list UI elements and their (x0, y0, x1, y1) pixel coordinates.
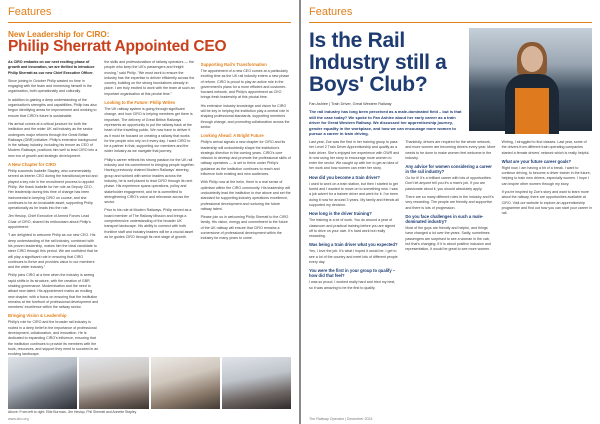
paragraph: I was so proud. I worked really hard and tried my best, so it was amazing to be the first to qualify. (309, 280, 396, 290)
page-folio: www.ciro.org (8, 417, 29, 421)
paragraph: Philip joins CIRO at a time when the industry is seeing rapid shifts in its structure, with the creation of GBR shaking governance. Modernisation and the need to attract new talent. His appointment marks an exciting new chapter, with a focus on ensuring that the institution remains at the forefront of professional development and members' excellence within the railway sector. (8, 273, 99, 310)
paragraph: Go for it! It's a brilliant career with lots of opportunities. Don't let anyone tell you it's a man's job. If you are passionate about it, you should absolutely apply. (405, 176, 492, 191)
section-rule (309, 22, 592, 23)
subheading: A New Chapter for CIRO (8, 162, 57, 168)
section-label: Features (8, 6, 52, 18)
portrait-photo (469, 28, 592, 131)
article-byline: Fan Ashlee | Train Driver, Great Western Railway (309, 102, 392, 106)
paragraph: Philip's arrival signals a new chapter for CIRO and its leadership will undoubtedly shape the institution's strategic direction in the coming years. CIRO's core mission to develop and promote the professional skills of railway operators — is set to thrive under Philip's guidance as the institution continues to reach and influence both existing and new audiences. (200, 140, 291, 177)
paragraph: The training is a lot of work. You do around a year of classroom and practical training before you are signed off to drive on your own. It's hard work but really rewarding. (309, 218, 396, 239)
paragraph: There are so many different roles in the industry and it's very rewarding. The people are friendly and supportive and there is lots of progression. (405, 195, 494, 210)
paragraph: Most of the guys are friendly and helpful, and things have changed a lot over the years. Sadly, sometimes passengers are surprised to see a woman in the cab, but that's changing. If it is about positive inclusion and representation, it would be great to see more women. (405, 225, 491, 252)
text-column (405, 140, 495, 412)
paragraph: Philip's role for CIRO and the broader rail industry is rooted in a deep belief in the importance of professional development, collaboration, and innovation. He is dedicated to expanding CIRO's influence, ensuring that the institution continues to provide its members with the tools, resources, and support they need to succeed in an evolving landscape. (8, 320, 99, 357)
subheading: How did you become a train driver? (309, 174, 380, 180)
subheading: Supporting Rail's Transformation (200, 62, 267, 67)
photo-caption: Above: From left to right: Ellie Burrows, Jim Heslop, Phil Sherratt and Annette Stapley (8, 410, 137, 414)
paragraph: Last year, Zoe was the first in her training group to pass her Level 2 Train Driver Apprenticeship and qualify as a train driver. She's enjoyed her experience with GWR and is now using her story to encourage more women to enter the sector. We caught up with her to get an idea of her work and how women can enter her story. (309, 140, 400, 171)
subheading: Was being a train driver what you expected? (309, 242, 398, 248)
paragraph: Philip succeeds Isabelle Stapley, who commendably served as interim CEO during the transitional period and played a key role in the recruitment process to appoint Philip. We thank Isabelle for her role as Deputy CEO. Her leadership during this time of change has been instrumental in keeping CIRO on course, and she continues to be an invaluable asset, supporting Philip operationally as he leads into the role. (8, 169, 98, 211)
photo-ellie-burrows (8, 357, 77, 409)
subheading: How long is the driver training? (309, 211, 372, 217)
photo-annette-stapley (222, 357, 291, 409)
subheading: Looking Ahead: A Bright Future (200, 133, 264, 139)
section-rule (8, 22, 291, 23)
subheading: Do you face challenges in such a male-dominated industry? (405, 213, 484, 224)
paragraph: The UK railway system is going through significant change, and how CIRO is helping members get there is important. The delivery of Great British Railways represents an opportunity to put the railway back at the heart of the travelling public. We now have to deliver it as it must be focused on creating a railway that works for the people who rely on it every day. I want CIRO to be a partner in that, supporting our members and the wider industry as we navigate that journey. (104, 107, 193, 154)
paragraph: His extensive industry knowledge and vision for CIRO will be key in helping the institution play a central role in shaping professional standards, supporting members through change, and promoting collaboration across the sector. (200, 103, 290, 129)
text-column (502, 140, 592, 412)
text-column (8, 60, 98, 356)
paragraph: Please join us in welcoming Philip Sherratt to the CIRO family. His vision, energy and commitment to the future of the UK railway will ensure that CIRO remains a cornerstone of professional development within the industry for many years to come. (200, 215, 289, 241)
article-kicker: New Leadership for CIRO: (8, 30, 110, 39)
photo-strip (8, 357, 291, 409)
subheading: Looking to the Future: Philip Writes (104, 100, 176, 106)
photo-phil-sherratt (151, 357, 220, 409)
subheading: You were the first in your group to qualify – how did that feel? (309, 268, 396, 279)
paragraph: I used to work on a train station, but then I started to get bored and I wanted to move on to something new. I saw a job advert for a trainee driver and went for it. I've been doing it now for around 3 years. My family and friends all supported my decision. (309, 181, 399, 207)
paragraph: Philip's career reflects his strong passion for the UK rail industry and his commitment to bringing people together. Having previously chaired Modern Railways' steering group and worked with senior leaders across the industry, he is well placed to lead CIRO through its next phase. His experience spans operations, policy and stakeholder engagement, and he is committed to strengthening CIRO's voice and relevance across the sector. (104, 157, 195, 205)
text-column (309, 140, 399, 412)
page-folio: The Railway Operator | December 2024 (309, 417, 373, 421)
article-headline: Philip Sherratt Appointed CEO (8, 38, 227, 55)
subheading: What are your future career goals? (501, 158, 572, 164)
paragraph: Yes, I love the job. It's what I hoped it would be. I get to see a lot of the country and meet lots of different people every day. (309, 249, 398, 265)
section-label: Features (309, 6, 353, 18)
paragraph: If you're inspired by Zoe's story and want to learn more about the railway, there are opportunities available at CIRO. Visit our website to explore an apprenticeship programme and find out how you can start your career in rail. (501, 190, 592, 216)
photo-jim-heslop (79, 357, 148, 409)
paragraph: As CIRO embarks on our next exciting phase of growth and innovation, we are thrilled to introduce Philip Sherratt as our new Chief Executive Officer. (8, 60, 95, 75)
paragraph: Prior to his role at Modern Railways, Philip served as a board member of The Railway Mission and brings a comprehensive understanding of the broader UK transport landscape. His ability to connect with both frontline staff and industry leaders will be a crucial asset as he guides CIRO through its next stage of growth. (104, 208, 194, 239)
text-column (201, 60, 291, 356)
article-intro: The rail industry has long been perceived as a male-dominated field – but is that still the case today? We spoke to Fan Ashlee about her early career as a train driver for Great Western Railway. We discussed her apprenticeship journey, gender equality in the workplace, and how we can encourage more women to pursue a career in train driving. (309, 109, 462, 136)
right-page (301, 0, 600, 424)
paragraph: In addition to gaining a deep understanding of the organisation's strengths and capabilities, Philip has also begun identifying areas for improvement and working to ensure that CIRO's future is sustainable. (8, 97, 97, 118)
paragraph: His arrival comes at a critical juncture for both the institution and the wider UK rail industry as the sector undergoes major reforms through the Great British Railways (GBR) initiative. Philip's extensive background in the railway industry, including his tenure as CEO of Modern Railways, positions him well to lead CIRO into a new era of growth and strategic development. (8, 121, 98, 158)
text-column (104, 60, 194, 356)
paragraph: Writing, I struggled to find classes. Last year, some of the drivers from different train operating companies started a female drivers' network which is really helpful. (501, 140, 590, 155)
paragraph: the skills and professionalism of railway operators — the people who keep the UK's passengers and freight moving," said Philip. "We must work to ensure the industry has the expertise to deliver efficiently across the country, building on the strong foundations already in place. I am truly excited to work with the team at such an important organisation at this pivotal time." (104, 60, 195, 96)
subheading: Any advice for women considering a career in the rail industry? (405, 164, 492, 175)
left-page (0, 0, 299, 424)
paragraph: Since joining in October Philip wasted no time in engaging with the team and immersing himself in the organisation, both operationally and culturally. (8, 78, 92, 94)
paragraph: The appointment of a new CEO comes at a particularly exciting time as the UK rail industry enters a new phase of reform. CIRO is proud to play an active role in the government's plans for a more efficient and customer-focused network, and Philip's appointment as CEO brings fresh leadership at this pivotal time. (200, 69, 290, 100)
article-body (8, 60, 291, 356)
paragraph: Right now, I am having a bit of a break. I want to continue driving, to become a driver trainer in the future, helping to train new drivers, especially women. I hope I can inspire other women through my story. (501, 165, 591, 186)
article-body (309, 140, 592, 412)
paragraph: With Philip now at the helm, there is a real sense of optimism within the CIRO community. His leadership will undoubtedly lead the institution to rise above and set the standard for supporting industry operations excellence, professional development and nurturing the future railway talent. (200, 180, 291, 211)
paragraph: Jim Heslop, Chief Executive of Armed Forces Lead Chair of CIRO, shared his enthusiasm about Philip's appointment: (8, 214, 91, 230)
paragraph: Thankfully, drivers are required for the whole network, and more women are becoming drivers every year. More needs to be done to make women feel welcome in the industry. (405, 140, 496, 160)
subheading: Bringing Vision & Leadership (8, 313, 67, 319)
article-title: Is the Rail Industry still a Boys' Club? (309, 29, 447, 96)
paragraph: "I am delighted to welcome Philip as our new CEO. His deep understanding of the rail industry, combined with his proven leadership, makes him the ideal candidate to steer CIRO through this period. We are confident that he will play a significant role in ensuring that CIRO continues to thrive and provides value to our members and the wider industry." (8, 233, 98, 270)
